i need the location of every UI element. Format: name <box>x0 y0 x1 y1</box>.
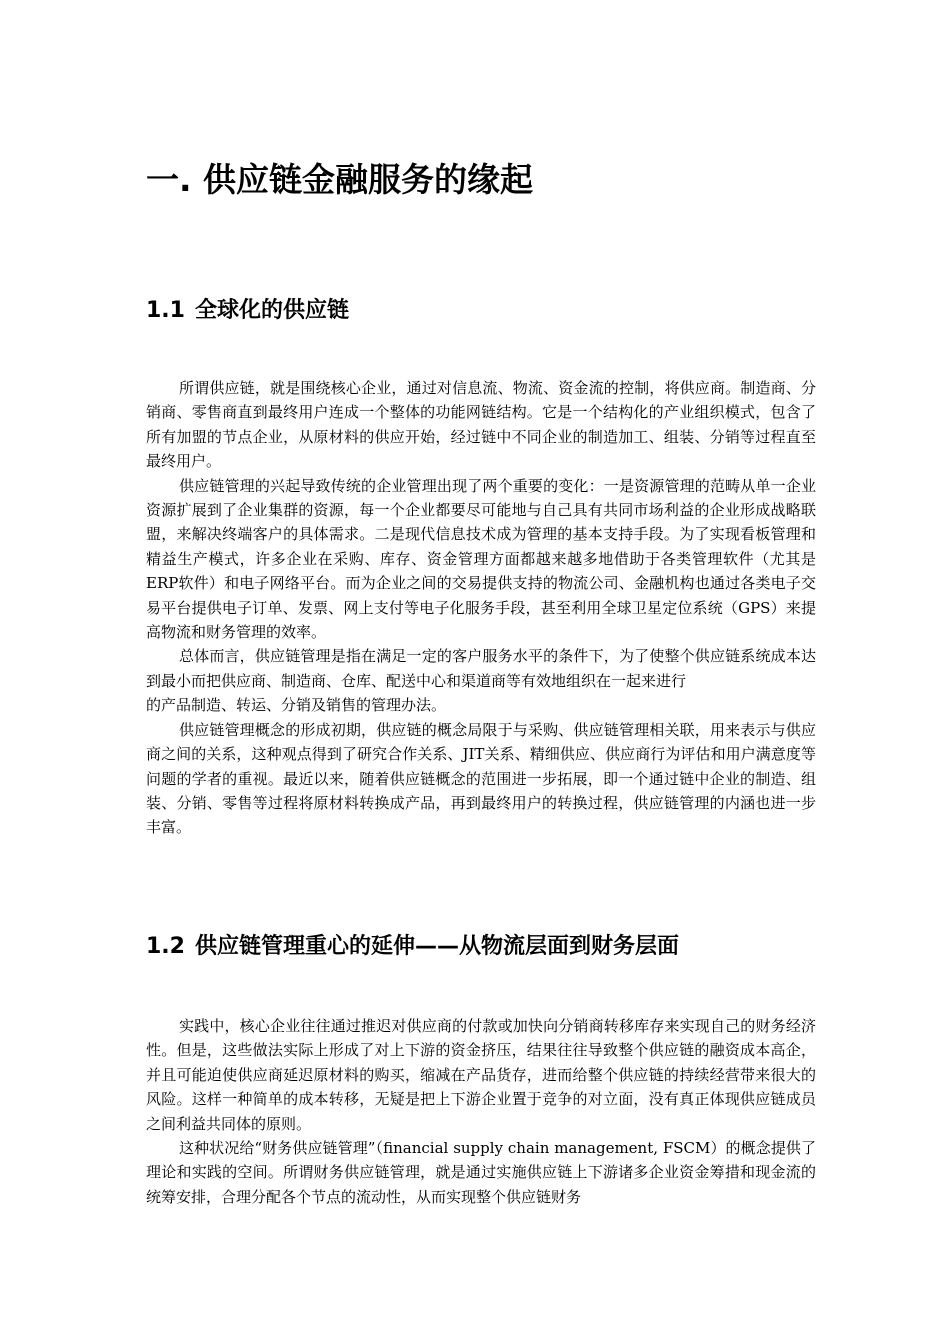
paragraph: 的产品制造、转运、分销及销售的管理办法。 <box>146 696 447 715</box>
paragraph: 供应链管理的兴起导致传统的企业管理出现了两个重要的变化：一是资源管理的范畴从单一企业资源扩展到了企业集群的资源，每一个企业都要尽可能地与自己具有共同市场利益的企业形成战略联盟，来解决终端客户的具体需求。二是现代信息技术成为管理的基本支持手段。为了实现看板管理和精益生产模式，许多企业在采购、库存、资金管理方面都越来越多地借助于各类管理软件（尤其是ERP软件）和电子网络平台。而为企业之间的交易提供支持的物流公司、金融机构也通过各类电子交易平台提供电子订单、发票、网上支付等电子化服务手段，甚至利用全球卫星定位系统（GPS）来提高物流和财务管理的效率。 <box>146 476 816 642</box>
section-heading-1-2 <box>146 932 679 962</box>
paragraph: 这种状况给“财务供应链管理”（financial supply chain management, FSCM）的概念提供了理论和实践的空间。所谓财务供应链管理，就是通过实施供应链上下游诸多企业资金筹措和现金流的统筹安排，合理分配各个节点的流动性，从而实现整个供应链财务 <box>146 1139 816 1206</box>
paragraph: 所谓供应链，就是围绕核心企业，通过对信息流、物流、资金流的控制，将供应商。制造商、分销商、零售商直到最终用户连成一个整体的功能网链结构。它是一个结构化的产业组织模式，包含了所有加盟的节点企业，从原材料的供应开始，经过链中不同企业的制造加工、组装、分销等过程直至最终用户。 <box>146 379 816 471</box>
section-title: 全球化的供应链 <box>194 298 349 323</box>
paragraph: 供应链管理概念的形成初期，供应链的概念局限于与采购、供应链管理相关联，用来表示与供应商之间的关系，这种观点得到了研究合作关系、JIT关系、精细供应、供应商行为评估和用户满意度等问题的学者的重视。最近以来，随着供应链概念的范围进一步拓展，即一个通过链中企业的制造、组装、分销、零售等过程将原材料转换成产品，再到最终用户的转换过程，供应链管理的内涵也进一步丰富。 <box>146 720 816 837</box>
section-number: 1.2 <box>146 934 185 959</box>
section-1-1-body <box>146 376 816 840</box>
paragraph: 总体而言，供应链管理是指在满足一定的客户服务水平的条件下，为了使整个供应链系统成本达到最小而把供应商、制造商、仓库、配送中心和渠道商等有效地组织在一起来进行 <box>146 647 816 690</box>
section-heading-1-1 <box>146 296 349 326</box>
section-title: 供应链管理重心的延伸——从物流层面到财务层面 <box>194 934 679 959</box>
section-1-2-body <box>146 1014 816 1209</box>
paragraph: 实践中，核心企业往往通过推迟对供应商的付款或加快向分销商转移库存来实现自己的财务经济性。但是，这些做法实际上形成了对上下游的资金挤压，结果往往导致整个供应链的融资成本高企，并且可能迫使供应商延迟原材料的购买，缩减在产品货存，进而给整个供应链的持续经营带来很大的风险。这样一种简单的成本转移，无疑是把上下游企业置于竞争的对立面，没有真正体现供应链成员之间利益共同体的原则。 <box>146 1017 816 1133</box>
section-number: 1.1 <box>146 298 185 323</box>
chapter-title: 一. 供应链金融服务的缘起 <box>146 160 534 199</box>
